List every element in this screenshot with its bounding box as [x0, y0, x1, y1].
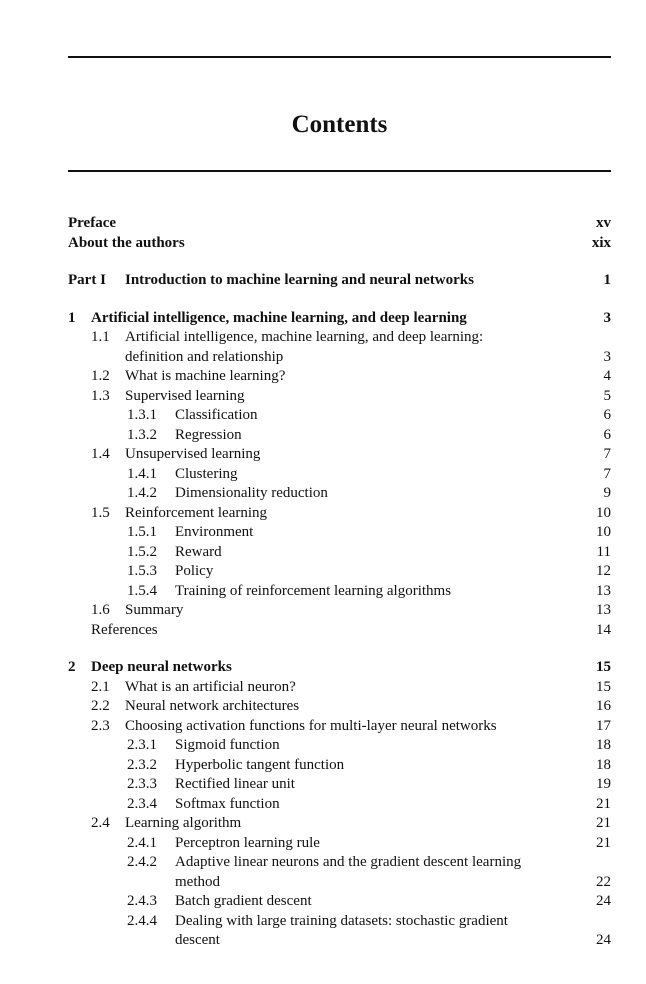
toc-subsection-title: Reward [175, 543, 222, 560]
toc-entry-page: 15 [596, 678, 611, 695]
toc-section-number: 1.5 [91, 504, 110, 521]
toc-subsection-title: Rectified linear unit [175, 776, 295, 792]
toc-subsection-number: 2.4.2 [127, 854, 157, 870]
toc-subsection-2-4-2[interactable] [68, 853, 611, 892]
toc-subsection-number: 1.3.1 [127, 407, 157, 423]
toc-section-title: Supervised learning [125, 387, 245, 404]
toc-subsection-1-5-4[interactable] [68, 582, 611, 602]
toc-entry-title: Preface [68, 215, 117, 231]
toc-entry-page: 21 [596, 815, 611, 831]
toc-subsection-2-3-3[interactable] [68, 775, 611, 795]
toc-subsection-number: 2.3.2 [127, 756, 157, 773]
toc-section-1-2[interactable] [68, 367, 611, 387]
toc-entry-page: 10 [596, 524, 611, 540]
toc-section-title: Summary [125, 602, 184, 618]
toc-section-number: 1.6 [91, 602, 110, 618]
toc-entry-page: 5 [603, 387, 611, 404]
toc-entry-page: 4 [603, 368, 611, 384]
toc-entry-title: About the authors [68, 234, 185, 251]
toc-entry-page: 6 [603, 426, 611, 443]
top-rule [68, 56, 611, 58]
toc-part-number: Part I [68, 272, 106, 288]
toc-entry-page: 7 [603, 446, 611, 462]
toc-section-number: 1.3 [91, 387, 110, 404]
toc-subsection-title: Classification [175, 407, 258, 423]
toc-chapter-title: Deep neural networks [91, 659, 232, 675]
toc-chapter-number: 1 [68, 309, 76, 326]
toc-subsection-1-5-2[interactable] [68, 543, 611, 563]
toc-subsection-number: 1.4.2 [127, 485, 157, 501]
toc-section-number: 1.1 [91, 329, 110, 345]
toc-entry-page: 21 [596, 795, 611, 812]
toc-section-title: Neural network architectures [125, 698, 300, 714]
toc-section-number: 2.1 [91, 678, 110, 695]
toc-section-title: Artificial intelligence, machine learning, and deep learning: definition and relationship [125, 329, 484, 365]
page-title: Contents [291, 111, 388, 138]
toc-part-1[interactable] [68, 271, 611, 291]
toc-subsection-number: 2.4.1 [127, 834, 157, 851]
toc-subsection-number: 2.3.3 [127, 776, 157, 792]
toc-subsection-title: Clustering [175, 465, 238, 482]
toc-entry-page: 22 [596, 873, 611, 890]
toc-subsection-title: Sigmoid function [175, 737, 280, 753]
toc-section-1-5[interactable] [68, 504, 611, 524]
toc-entry-page: 16 [596, 698, 611, 714]
toc-entry-page: 12 [596, 563, 611, 579]
toc-subsection-number: 1.5.1 [127, 524, 157, 540]
toc-subsection-number: 1.5.4 [127, 582, 157, 599]
toc-subsection-number: 2.4.3 [127, 893, 157, 909]
toc-section-number: 2.4 [91, 815, 110, 831]
toc-entry-page: 15 [596, 659, 611, 675]
toc-entry-page: 10 [596, 504, 611, 521]
toc-entry-page: 14 [596, 621, 611, 638]
table-of-contents [68, 214, 611, 951]
toc-subsection-number: 1.3.2 [127, 426, 157, 443]
toc-part-title: Introduction to machine learning and neural networks [125, 272, 474, 288]
toc-chapter-title: Artificial intelligence, machine learning, and deep learning [91, 309, 467, 326]
toc-subsection-title: Batch gradient descent [175, 893, 312, 909]
toc-entry-page: 13 [596, 602, 611, 618]
toc-chapter-2[interactable] [68, 658, 611, 678]
toc-entry-page: 24 [596, 893, 611, 909]
toc-section-title: What is machine learning? [125, 368, 286, 384]
toc-section-1-4[interactable] [68, 445, 611, 465]
toc-section-title: Learning algorithm [125, 815, 242, 831]
toc-section-title: What is an artificial neuron? [125, 678, 296, 695]
title-bottom-rule [68, 170, 611, 172]
toc-subsection-2-4-4[interactable] [68, 912, 611, 951]
toc-subsection-2-3-1[interactable] [68, 736, 611, 756]
toc-entry-about-the-authors[interactable] [68, 234, 611, 254]
toc-section-title: Choosing activation functions for multi-layer neural networks [125, 717, 497, 734]
toc-section-number: 1.2 [91, 368, 110, 384]
toc-subsection-1-4-1[interactable] [68, 465, 611, 485]
toc-entry-page: 18 [596, 756, 611, 773]
toc-subsection-number: 1.4.1 [127, 465, 157, 482]
toc-subsection-number: 1.5.3 [127, 563, 157, 579]
toc-entry-page: xix [591, 234, 611, 251]
toc-section-number: 2.2 [91, 698, 110, 714]
toc-entry-page: 19 [596, 776, 611, 792]
toc-subsection-number: 2.3.1 [127, 737, 157, 753]
toc-entry-page: 24 [596, 932, 611, 948]
toc-section-2-1[interactable] [68, 678, 611, 698]
toc-entry-preface[interactable] [68, 214, 611, 234]
toc-subsection-title: Perceptron learning rule [175, 834, 320, 851]
toc-entry-page: 13 [596, 582, 611, 599]
toc-subsection-2-4-1[interactable] [68, 834, 611, 854]
toc-chapter-number: 2 [68, 659, 76, 675]
toc-entry-page: xv [596, 215, 611, 231]
toc-entry-page: 21 [596, 834, 611, 851]
toc-subsection-2-4-3[interactable] [68, 892, 611, 912]
toc-references-title: References [91, 621, 158, 638]
toc-section-2-2[interactable] [68, 697, 611, 717]
toc-entry-page: 18 [596, 737, 611, 753]
toc-subsection-1-3-1[interactable] [68, 406, 611, 426]
toc-section-number: 2.3 [91, 717, 110, 734]
toc-section-1-3[interactable] [68, 387, 611, 407]
toc-subsection-title: Adaptive linear neurons and the gradient descent learning method [175, 854, 522, 890]
toc-entry-page: 7 [603, 465, 611, 482]
toc-subsection-2-3-4[interactable] [68, 795, 611, 815]
toc-subsection-2-3-2[interactable] [68, 756, 611, 776]
toc-subsection-1-4-2[interactable] [68, 484, 611, 504]
toc-section-1-6[interactable] [68, 601, 611, 621]
toc-subsection-number: 1.5.2 [127, 543, 157, 560]
toc-subsection-title: Policy [175, 563, 214, 579]
toc-section-2-4[interactable] [68, 814, 611, 834]
toc-subsection-title: Environment [175, 524, 254, 540]
toc-subsection-title: Training of reinforcement learning algorithms [175, 582, 452, 599]
toc-subsection-title: Hyperbolic tangent function [175, 756, 345, 773]
toc-subsection-1-5-1[interactable] [68, 523, 611, 543]
toc-entry-page: 1 [603, 272, 611, 288]
toc-subsection-number: 2.3.4 [127, 795, 157, 812]
toc-subsection-title: Dimensionality reduction [175, 485, 328, 501]
toc-entry-page: 3 [603, 309, 611, 326]
toc-entry-page: 9 [603, 485, 611, 501]
toc-subsection-title: Dealing with large training datasets: stochastic gradient descent [175, 912, 508, 948]
toc-section-2-3[interactable] [68, 717, 611, 737]
toc-entry-page: 3 [603, 348, 611, 365]
toc-section-1-1[interactable] [68, 328, 611, 367]
toc-subsection-1-3-2[interactable] [68, 426, 611, 446]
toc-subsection-number: 2.4.4 [127, 912, 157, 929]
toc-entry-page: 17 [596, 717, 611, 734]
toc-section-title: Reinforcement learning [125, 504, 268, 521]
toc-subsection-title: Softmax function [175, 795, 280, 812]
toc-entry-page: 6 [603, 407, 611, 423]
toc-section-title: Unsupervised learning [125, 446, 261, 462]
toc-chapter-1[interactable] [68, 309, 611, 329]
toc-subsection-1-5-3[interactable] [68, 562, 611, 582]
toc-section-number: 1.4 [91, 446, 110, 462]
toc-subsection-title: Regression [175, 426, 242, 443]
toc-references-chapter-1[interactable] [68, 621, 611, 641]
toc-entry-page: 11 [596, 543, 611, 560]
